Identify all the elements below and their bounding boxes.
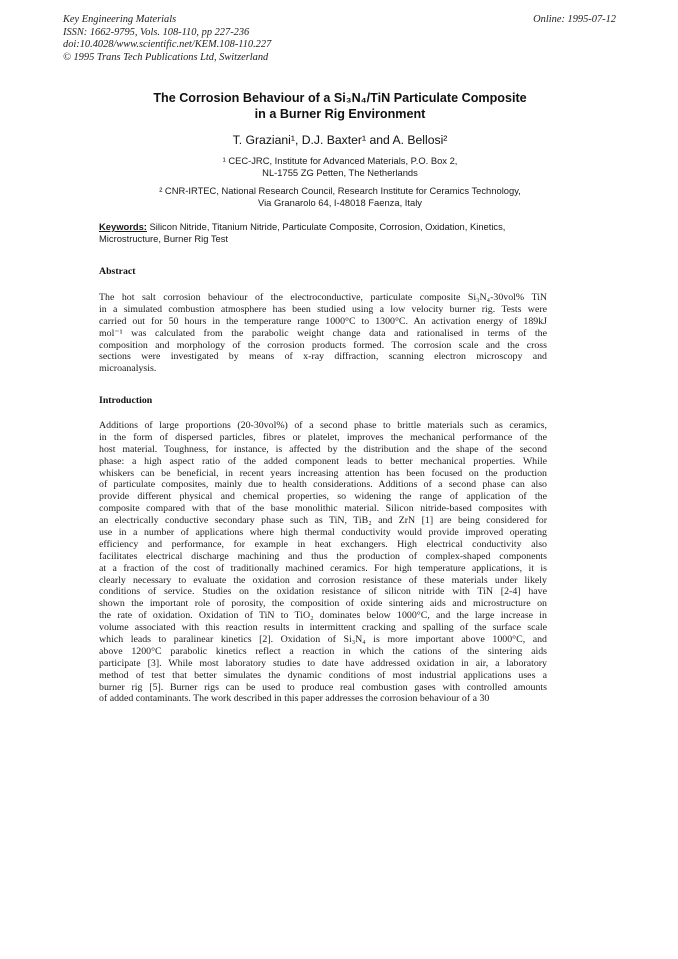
introduction-line: above 1200°C parabolic kinetics reflect a reaction in which the cations of the sintering aids (99, 645, 547, 657)
abstract-line: mol⁻¹ was calculated from the parabolic weight change data and rationalised in terms of the (99, 327, 547, 339)
introduction-heading: Introduction (99, 395, 153, 406)
paper-title-line-1: The Corrosion Behaviour of a Si₃N₄/TiN Particulate Composite (153, 91, 527, 105)
introduction-line: at a fraction of the cost of traditionally machined ceramics. For high temperature applications, it is (99, 562, 547, 574)
abstract-line: composition and morphology of the corrosion products formed. The corrosion scale and the cross (99, 339, 547, 351)
abstract-heading: Abstract (99, 266, 136, 277)
introduction-line: provide different physical and chemical properties, so widening the range of application of the (99, 491, 547, 503)
introduction-line: facilitates electrical discharge machining and thus the production of complex-shaped components (99, 550, 547, 562)
abstract-line: in a simulated combustion atmosphere has been studied using a low velocity burner rig. Tests were (99, 303, 547, 315)
introduction-line: of particulate composites, mainly due to health considerations. Additions of a second phase can also (99, 479, 547, 491)
affiliation-2-line-1: ² CNR-IRTEC, National Research Council, Research Institute for Ceramics Technology, (159, 185, 521, 196)
introduction-line: efficiency and performance, for example in heat exchangers. High electrical conductivity also (99, 538, 547, 550)
journal-doi[interactable]: doi:10.4028/www.scientific.net/KEM.108-110.227 (63, 39, 272, 51)
paper-title-line-2: in a Burner Rig Environment (254, 107, 426, 121)
journal-info (63, 14, 383, 64)
abstract-line: carried out for 50 hours in the temperature range 1000°C to 1300°C. An activation energy of 189kJ (99, 315, 547, 327)
introduction-line: in the form of dispersed particles, fibres or platelet, improves the mechanical performance of the (99, 431, 547, 443)
introduction-line: burner rig [5]. Burner rigs can be used to produce real combustion gases with controlled amounts (99, 681, 547, 693)
affiliation-1-line-2: NL-1755 ZG Petten, The Netherlands (262, 167, 418, 179)
introduction-line: whiskers can be beneficial, in recent years increasing attention has been focused on the production (99, 467, 547, 479)
abstract-line: The hot salt corrosion behaviour of the electroconductive, particulate composite Si₃N₄-30vol% TiN (99, 292, 547, 303)
affiliation-1-line-1: ¹ CEC-JRC, Institute for Advanced Materials, P.O. Box 2, (222, 155, 458, 166)
introduction-line: method of test that better simulates the dynamic conditions of most industrial applications uses a (99, 669, 547, 681)
online-date: Online: 1995-07-12 (533, 14, 616, 25)
introduction-line: host material. Toughness, for instance, is affected by the distribution and the shape of the second (99, 443, 547, 455)
journal-copyright: © 1995 Trans Tech Publications Ltd, Switzerland (63, 51, 269, 63)
keywords (99, 221, 555, 245)
paper-title (90, 90, 590, 122)
introduction-line: Additions of large proportions (20-30vol%) of a second phase to brittle materials such as ceramics, (99, 420, 547, 431)
affiliation-1 (90, 155, 590, 180)
introduction-line: volume associated with this reaction results in intermittent cracking and spalling of the surface scale (99, 622, 547, 634)
introduction-line: which leads to paralinear kinetics [2]. Oxidation of Si₃N₄ is more important above 1000°C, and (99, 634, 547, 646)
introduction-line: composite compared with that of the base monolithic material. Silicon nitride-based composites with (99, 503, 547, 515)
introduction-line: use in a number of applications where high thermal conductivity would provide improved operating (99, 527, 547, 539)
introduction-line: phase: a high aspect ratio of the added component leads to better mechanical properties. While (99, 455, 547, 467)
introduction-line: of added contaminants. The work described in this paper addresses the corrosion behaviour of a 30 (99, 693, 490, 705)
abstract-body (99, 292, 547, 375)
keywords-label: Keywords: (99, 221, 147, 232)
journal-issn: ISSN: 1662-9795, Vols. 108-110, pp 227-236 (63, 26, 250, 38)
abstract-line: microanalysis. (99, 363, 157, 375)
introduction-line: participate [3]. While most laboratory studies to date have addressed oxidation in air, a laboratory (99, 657, 547, 669)
introduction-line: conditions of service. Studies on the oxidation resistance of silicon nitride with TiN [2-4] have (99, 586, 547, 598)
introduction-line: shown the important role of porosity, the composition of oxide sintering aids and microstructure on (99, 598, 547, 610)
introduction-body (99, 420, 547, 705)
journal-name: Key Engineering Materials (63, 14, 177, 25)
authors: T. Graziani¹, D.J. Baxter¹ and A. Bellosi² (232, 133, 448, 147)
introduction-line: an electrically conductive secondary phase such as TiN, TiB₂ and ZrN [1] are being considered for (99, 515, 547, 527)
introduction-line: clearly necessary to evaluate the oxidation and corrosion resistance of these materials under likely (99, 574, 547, 586)
keywords-text: Silicon Nitride, Titanium Nitride, Particulate Composite, Corrosion, Oxidation, Kinetics, Microstructure, Burner Rig Test (99, 221, 506, 244)
introduction-line: the rate of oxidation. Oxidation of TiN to TiO₂ dominates below 1000°C, and the large increase in (99, 610, 547, 622)
affiliation-2 (90, 185, 590, 210)
affiliation-2-line-2: Via Granarolo 64, I-48018 Faenza, Italy (258, 197, 422, 209)
abstract-line: sections were investigated by means of x-ray diffraction, scanning electron microscopy and (99, 351, 547, 363)
